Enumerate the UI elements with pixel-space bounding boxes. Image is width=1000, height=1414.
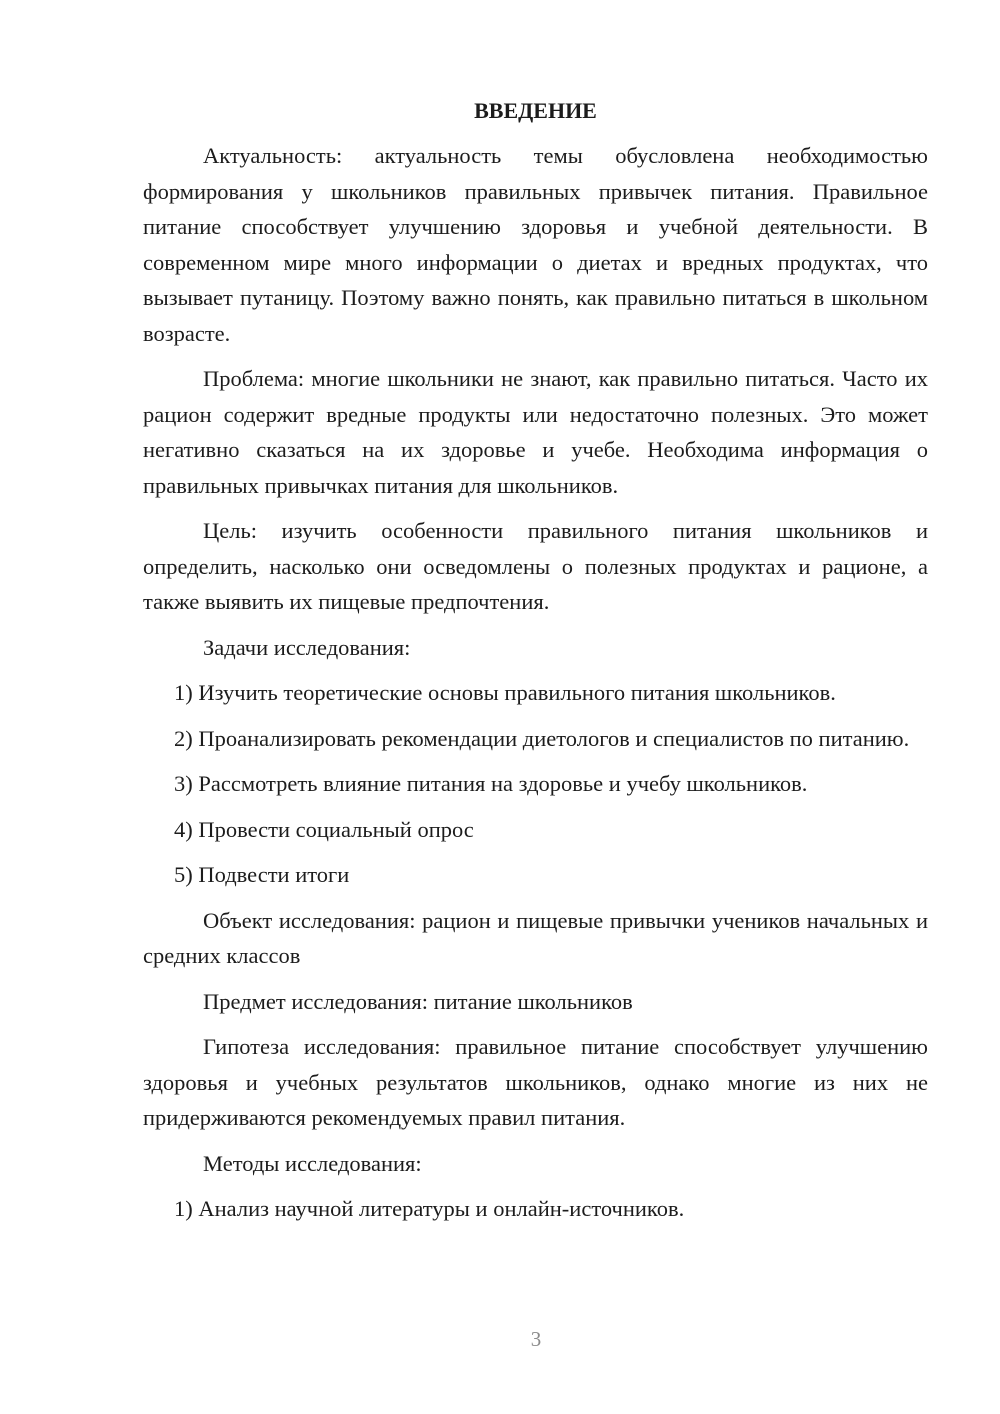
document-page xyxy=(143,95,928,1237)
hypothesis-paragraph: Гипотеза исследования: правильное питание способствует улучшению здоровья и учебных результатов школьников, однако многие из них не придерживаются рекомендуемых правил питания. xyxy=(143,1034,928,1130)
goal-paragraph: Цель: изучить особенности правильного питания школьников и определить, насколько они осведомлены о полезных продуктах и рационе, а также выявить их пищевые предпочтения. xyxy=(143,518,928,614)
tasks-heading: Задачи исследования: xyxy=(203,634,411,660)
problem-paragraph: Проблема: многие школьники не знают, как правильно питаться. Часто их рацион содержит вредные продукты или недостаточно полезных. Это может негативно сказаться на их здоровье и учебе. Необходима информация о правильных привычках питания для школьников. xyxy=(143,366,928,498)
methods-heading: Методы исследования: xyxy=(203,1150,422,1176)
relevance-paragraph: Актуальность: актуальность темы обусловлена необходимостью формирования у школьников правильных привычек питания. Правильное питание способствует улучшению здоровья и учебной деятельности. В современном мире много информации о диетах и вредных продуктах, что вызывает путаницу. Поэтому важно понять, как правильно питаться в школьном возрасте. xyxy=(143,143,928,346)
page-number: 3 xyxy=(530,1327,542,1351)
method-item: 1) Анализ научной литературы и онлайн-источников. xyxy=(174,1196,685,1221)
task-item: 2) Проанализировать рекомендации диетологов и специалистов по питанию. xyxy=(174,725,910,751)
task-item: 4) Провести социальный опрос xyxy=(174,816,474,842)
task-item: 3) Рассмотреть влияние питания на здоровье и учебу школьников. xyxy=(174,771,808,796)
task-item: 1) Изучить теоретические основы правильного питания школьников. xyxy=(174,680,836,705)
object-paragraph: Объект исследования: рацион и пищевые привычки учеников начальных и средних классов xyxy=(143,907,928,968)
subject-paragraph: Предмет исследования: питание школьников xyxy=(203,988,633,1014)
section-title: ВВЕДЕНИЕ xyxy=(474,98,597,123)
task-item: 5) Подвести итоги xyxy=(174,862,350,887)
